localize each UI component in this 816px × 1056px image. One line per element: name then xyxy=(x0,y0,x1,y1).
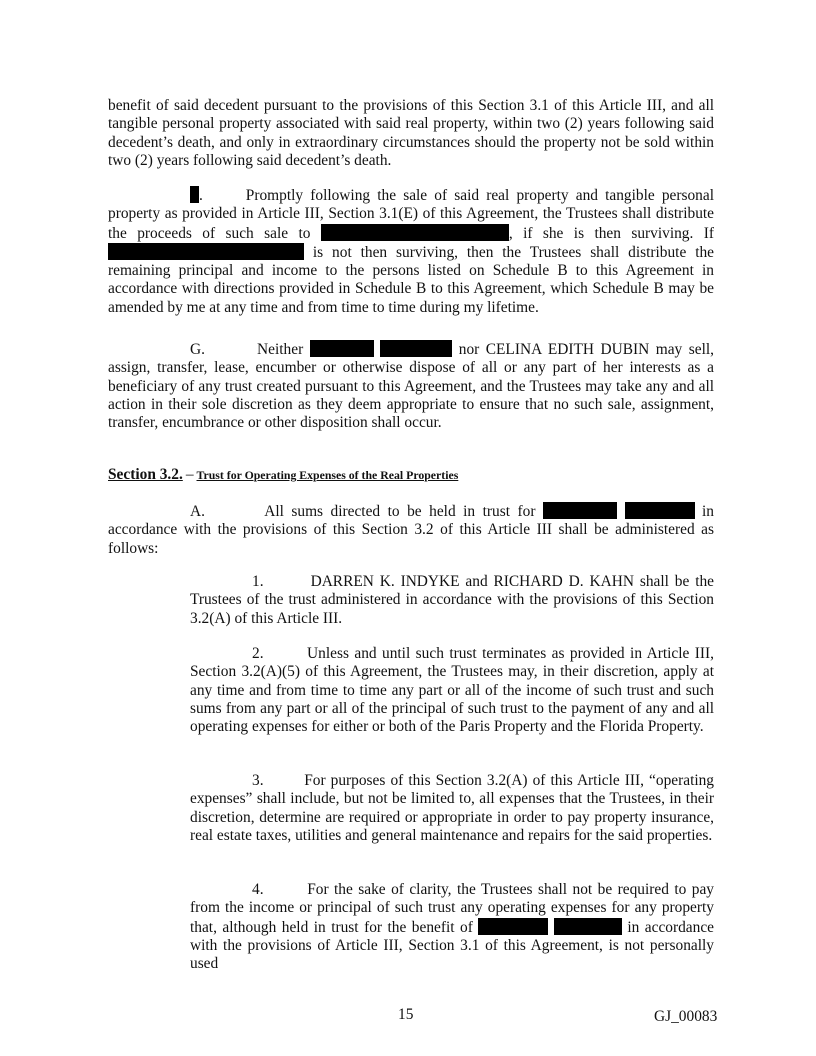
paragraph-f xyxy=(108,186,714,317)
list-item-2 xyxy=(190,645,714,736)
paragraph-text: benefit of said decedent pursuant to the provisions of this Section 3.1 of this Article III, and all tangible personal property associated with said real property, within two (2) years following said decedent’s death, and only in extraordinary circumstances should the property not be sold within two (2) years following said decedent’s death. xyxy=(108,97,714,169)
redaction-box xyxy=(190,186,199,203)
list-item-number: 2. xyxy=(252,645,264,662)
redaction-box xyxy=(625,502,695,519)
paragraph-text: Neither xyxy=(257,341,304,358)
paragraph-text: . Promptly following the sale of said real property and tangible personal property as provided in Article III, Section 3.1(E) of this Agreement, the Trustees shall distribute the proceeds of such sale to xyxy=(108,187,714,242)
redaction-box xyxy=(380,340,452,357)
redaction-box xyxy=(543,502,617,519)
list-item-1 xyxy=(190,573,714,628)
bates-number: GJ_00083 xyxy=(654,1008,718,1025)
section-title: Trust for Operating Expenses of the Real Properties xyxy=(196,468,459,482)
redaction-box xyxy=(478,918,548,935)
section-number: Section 3.2. xyxy=(108,466,183,483)
paragraph-g xyxy=(108,340,714,432)
paragraph-label: A. xyxy=(190,503,205,520)
redaction-box xyxy=(554,918,622,935)
redaction-box xyxy=(321,224,509,241)
redaction-box xyxy=(108,243,304,260)
list-item-3 xyxy=(190,772,714,845)
paragraph-label: G. xyxy=(190,341,205,358)
paragraph-text: All sums directed to be held in trust for xyxy=(264,503,536,520)
section-heading xyxy=(108,466,458,484)
paragraph-a xyxy=(108,502,714,558)
list-item-number: 1. xyxy=(252,573,264,590)
paragraph-text: in accordance with the provisions of this Section 3.2 of this Article III shall be administered as follows: xyxy=(108,503,714,557)
paragraph-text: , if she is then surviving. If xyxy=(508,224,714,242)
redaction-box xyxy=(310,340,374,357)
section-dash: – xyxy=(185,466,194,483)
list-item-text: For the sake of clarity, the Trustees shall not be required to pay from the income or principal of such trust any operating expenses for any property that, although held in trust for the benefit of xyxy=(190,881,715,936)
list-item-number: 3. xyxy=(252,772,264,789)
list-item-text: Unless and until such trust terminates as provided in Article III, Section 3.2(A)(5) of this Agreement, the Trustees may, in their discretion, apply at any time and from time to time any part or all of the income of such trust and such sums from any part or all of the principal of such trust to the payment of any and all operating expenses for either or both of the Paris Property and the Florida Property. xyxy=(190,645,715,736)
list-item-4 xyxy=(190,881,714,973)
list-item-number: 4. xyxy=(252,881,264,898)
paragraph-text: is not then surviving, then the Trustees shall distribute the remaining principal and income to the persons listed on Schedule B to this Agreement in accordance with directions provided in Schedule B to this Agreement, which Schedule B may be amended by me at any time and from time to time during my lifetime. xyxy=(108,243,714,316)
list-item-text: For purposes of this Section 3.2(A) of this Article III, “operating expenses” shall include, but not be limited to, all expenses that the Trustees, in their discretion, determine are required or appropriate in order to pay property insurance, real estate taxes, utilities and general maintenance and repairs for the said properties. xyxy=(190,772,715,844)
list-item-text: DARREN K. INDYKE and RICHARD D. KAHN shall be the Trustees of the trust administered in accordance with the provisions of this Section 3.2(A) of this Article III. xyxy=(190,573,714,627)
page-number: 15 xyxy=(398,1006,414,1023)
paragraph-continuation xyxy=(108,97,714,170)
paragraph-text: nor CELINA EDITH DUBIN may sell, assign, transfer, lease, encumber or otherwise dispose of all or any part of her interests as a beneficiary of any trust created pursuant to this Agreement, and the Trustees may take any and all action in their sole discretion as they deem appropriate to ensure that no such sale, assignment, transfer, encumbrance or other disposition shall occur. xyxy=(108,341,714,432)
list-item-text: in accordance with the provisions of Article III, Section 3.1 of this Agreement, is not personally used xyxy=(190,918,714,973)
